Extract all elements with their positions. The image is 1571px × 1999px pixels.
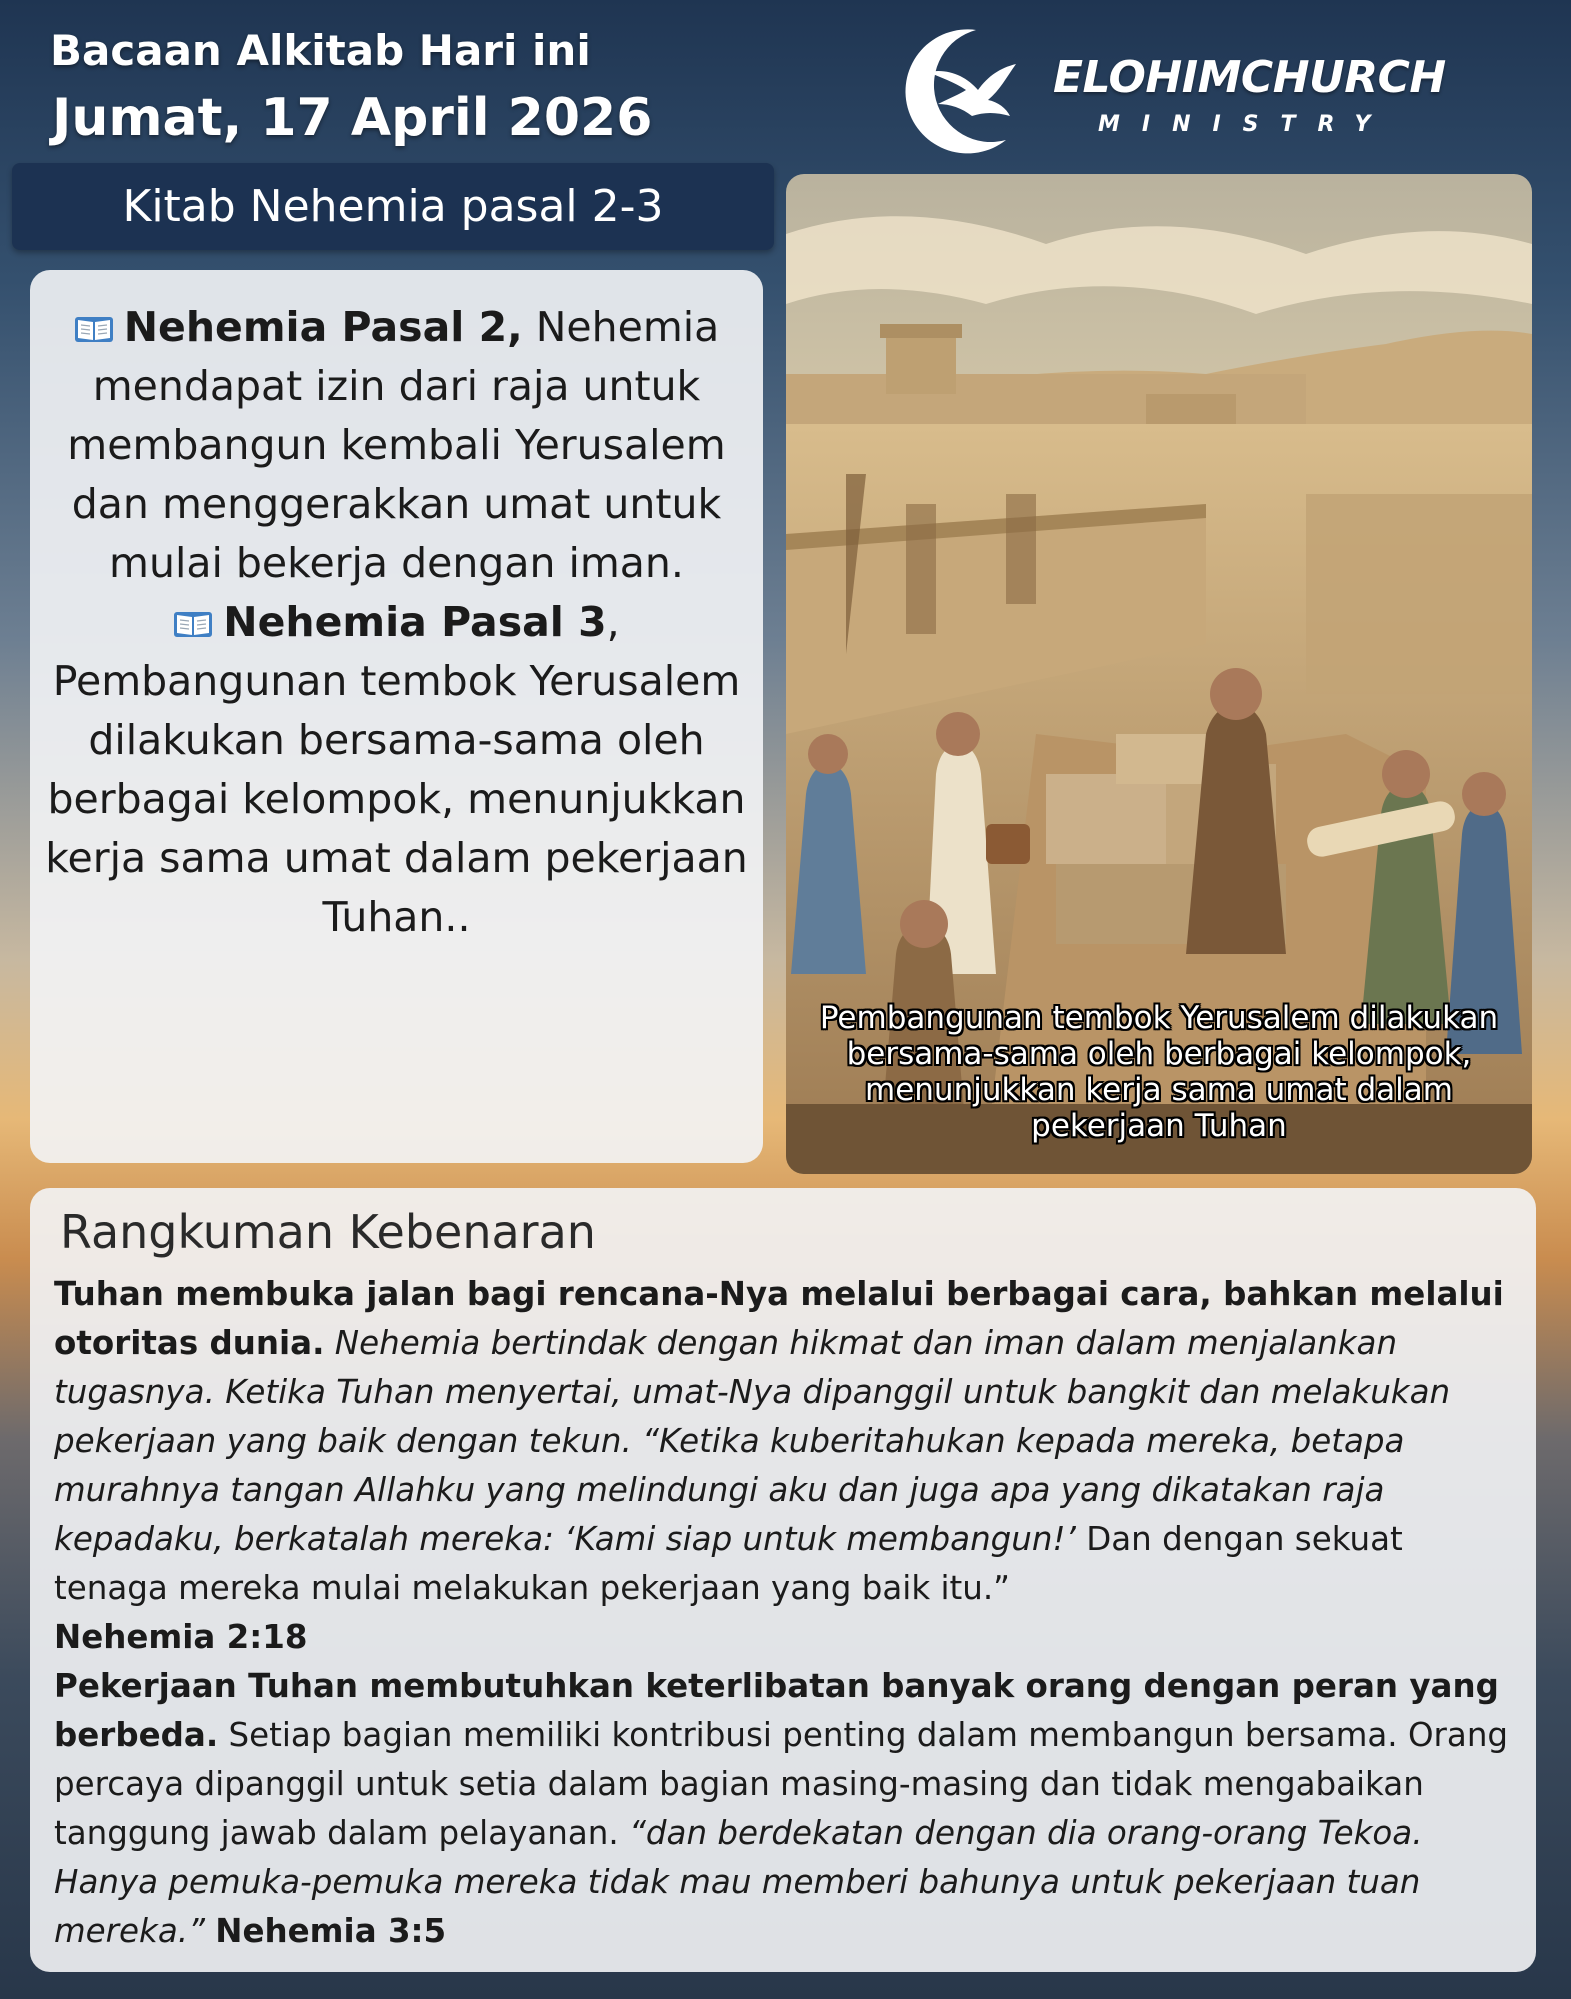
church-logo (888, 20, 1448, 160)
chapter3-title: Nehemia Pasal 3 (223, 598, 607, 646)
logo-subtitle: MINISTRY (1098, 112, 1393, 137)
truth-p2-regular: Setiap bagian memiliki kontribusi penting dalam membangun bersama. Orang percaya dipanggil untuk setia dalam bagian masing-masing dan tidak mengabaikan tanggung jawab dalam pelayanan. (54, 1716, 1509, 1852)
truth-p1-reference: Nehemia 2:18 (54, 1618, 308, 1656)
illustration-caption: Pembangunan tembok Yerusalem dilakukan bersama-sama oleh berbagai kelompok, menunjukkan kerja sama umat dalam pekerjaan Tuhan (819, 1000, 1499, 1144)
chapter2-title: Nehemia Pasal 2, (123, 303, 523, 351)
chapter3-comma: , (606, 598, 620, 646)
chapter3-text: Pembangunan tembok Yerusalem dilakukan bersama-sama oleh berbagai kelompok, menunjukkan kerja sama umat dalam pekerjaan Tuhan.. (45, 657, 748, 941)
truth-paragraph-2 (54, 1662, 1512, 1956)
truth-paragraph-1 (54, 1270, 1512, 1613)
wall-building-illustration (786, 174, 1532, 1174)
dove-moon-icon (888, 20, 1028, 160)
header-title-line1: Bacaan Alkitab Hari ini (50, 26, 591, 75)
truth-p1-italic: Nehemia bertindak dengan hikmat dan iman dalam menjalankan tugasnya. Ketika Tuhan menyertai, umat-Nya dipanggil untuk bangkit dan melakukan pekerjaan yang baik dengan tekun. “Ketika kuberitahukan kepada mereka, betapa murahnya tangan Allahku yang melindungi aku dan juga apa yang dikatakan raja kepadaku, berkatalah mereka: ‘Kami siap untuk membangun!’ (54, 1324, 1451, 1558)
truth-p1-heading: Tuhan membuka jalan bagi rencana-Nya melalui berbagai cara, bahkan melalui otoritas dunia. (54, 1275, 1504, 1362)
passage-banner (12, 163, 774, 250)
chapter2-text: Nehemia mendapat izin dari raja untuk membangun kembali Yerusalem dan menggerakkan umat untuk mulai bekerja dengan iman. (67, 303, 726, 587)
chapter3-section (44, 593, 749, 947)
truth-title: Rangkuman Kebenaran (60, 1205, 596, 1259)
open-book-icon (74, 314, 114, 344)
open-book-icon (173, 609, 213, 639)
truth-body (54, 1270, 1512, 1956)
passage-text: Kitab Nehemia pasal 2-3 (122, 181, 664, 232)
chapter-summary-card (30, 270, 763, 1163)
logo-name: ELOHIMCHURCH (1053, 52, 1446, 103)
truth-p2-reference: Nehemia 3:5 (215, 1912, 447, 1950)
truth-summary-card (30, 1188, 1536, 1972)
header-date: Jumat, 17 April 2026 (52, 88, 653, 148)
truth-p2-italic: “dan berdekatan dengan dia orang-orang Tekoa. Hanya pemuka-pemuka mereka tidak mau memberi bahunya untuk pekerjaan tuan mereka.” (54, 1814, 1423, 1950)
truth-p1-regular: Dan dengan sekuat tenaga mereka mulai melakukan pekerjaan yang baik itu.” (54, 1520, 1403, 1607)
truth-p2-heading: Pekerjaan Tuhan membutuhkan keterlibatan banyak orang dengan peran yang berbeda. (54, 1667, 1499, 1754)
chapter2-section (44, 298, 749, 593)
